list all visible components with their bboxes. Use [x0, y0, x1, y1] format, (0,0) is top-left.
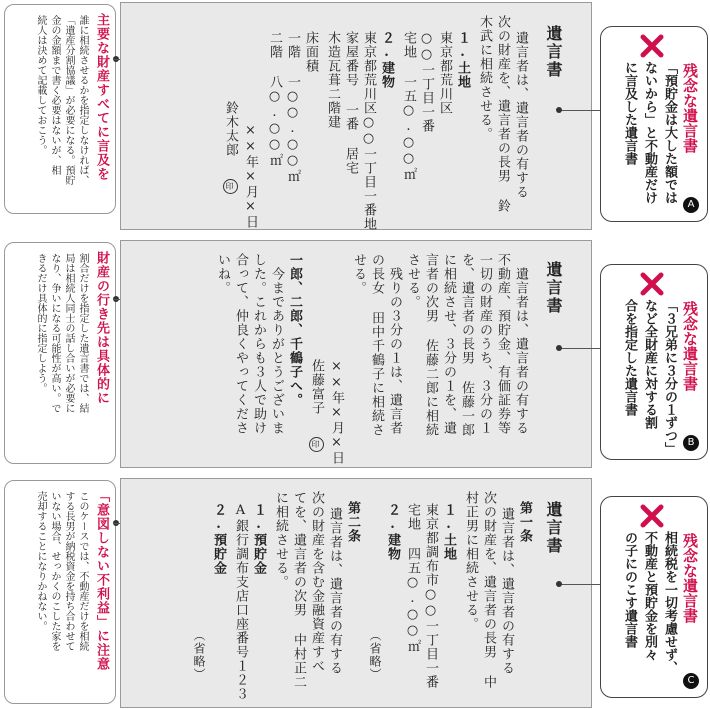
seal-stamp-icon: 印 — [223, 179, 238, 194]
will-b-line: 一切の財産のうち、３分の１ — [477, 253, 492, 435]
will-c-line: ２.預貯金 — [211, 503, 226, 575]
will-b-message: いね。 — [215, 253, 230, 295]
callout-a-heading: 残念な遺言書 — [681, 63, 699, 153]
will-document-c — [120, 478, 592, 708]
callout-a-badge — [683, 192, 699, 213]
will-c-line: 村正男に相続させる。 — [463, 491, 478, 631]
will-title-b: 遺言書 — [544, 261, 563, 315]
note-c-line-3: いない場合、せっかくのこした家を — [49, 491, 60, 651]
will-c-line: １.土地 — [441, 503, 456, 561]
will-document-a — [120, 2, 592, 230]
badge-b-icon: B — [683, 435, 699, 451]
callout-b-dot — [556, 345, 562, 351]
will-c-line: に相続させる。 — [273, 491, 288, 589]
will-b-signer-name: 佐藤富子 — [309, 359, 324, 415]
will-b-line: の長女 田中千鶴子に相続さ — [369, 253, 384, 437]
will-a-line: 一階 一○○.○○㎡ — [285, 31, 300, 183]
will-c-line: 次の財産を含む金融資産すべ — [309, 491, 324, 673]
will-a-line: 遺言者は、遺言者の有する — [513, 31, 528, 199]
callout-a-line-2: ないから」と不動産だけ — [642, 61, 657, 204]
note-b-line-2: 局は相続人同士の話し合いが必要に — [63, 253, 74, 413]
will-document-b — [120, 240, 592, 468]
will-a-line: １.土地 — [455, 31, 470, 89]
note-a-line-4: 続人は決めて記載しておこう。 — [35, 15, 46, 155]
panel-c — [0, 474, 710, 710]
will-c-line: 遺言者は、遺言者の有する — [327, 507, 342, 675]
will-a-line: 次の財産を、遺言者の長男 鈴 — [495, 15, 510, 213]
will-b-message: 今までありがとうございま — [269, 267, 284, 435]
callout-a-dot — [556, 107, 562, 113]
callout-a-line-3: に言及した遺言書 — [622, 61, 637, 165]
callout-b — [600, 264, 708, 460]
will-a-date: ××年×月×日 — [243, 123, 258, 229]
note-c-heading: 「意図しない不利益」に注意 — [94, 489, 109, 671]
will-a-line: 木造瓦葺二階建 — [325, 31, 340, 129]
will-b-message: した。これからも３人で助け — [251, 253, 266, 435]
will-a-line: 二階 八○.○○㎡ — [267, 31, 282, 167]
will-b-line: 不動産、預貯金、有価証券等 — [495, 253, 510, 435]
callout-c-line-2: 不動産と預貯金を別々 — [642, 531, 657, 661]
note-c — [4, 480, 116, 704]
seal-stamp-icon: 印 — [309, 437, 324, 452]
callout-a — [600, 26, 708, 222]
callout-c — [600, 496, 708, 698]
callout-b-badge — [683, 430, 699, 451]
callout-b-line-1: 「３兄弟に３分の１ずつ」 — [662, 299, 677, 455]
will-b-line: に相続させ、３分の１を、遺 — [441, 253, 456, 435]
callout-b-heading: 残念な遺言書 — [681, 301, 699, 391]
will-c-line: （省略） — [192, 629, 206, 681]
will-c-line: （省略） — [368, 629, 382, 681]
note-b-line-4: きるだけ具体的に指定しよう。 — [35, 253, 46, 393]
will-b-line: 残りの３分の１は、遺言者 — [387, 267, 402, 435]
will-c-line: 宅地 四五○.○○㎡ — [405, 503, 420, 653]
will-title-a: 遺言書 — [544, 25, 563, 79]
will-c-line: 第二条 — [345, 501, 360, 543]
will-c-line: 第一条 — [517, 501, 532, 543]
callout-a-line-1: 「預貯金は大した額では — [662, 61, 677, 204]
badge-a-icon: A — [683, 197, 699, 213]
will-c-line: A銀行調布支店口座番号１２３ — [233, 503, 248, 701]
badge-c-icon: C — [683, 673, 699, 689]
will-b-line: 言者の次男 佐藤二郎に相続 — [423, 253, 438, 437]
note-a-line-3: 金の金額まで書く必要はないが、相 — [49, 15, 60, 175]
callout-b-line-2: など全財産に対する割 — [642, 299, 657, 429]
note-a — [4, 4, 116, 214]
callout-c-line-3: の子にのこす遺言書 — [622, 531, 637, 648]
will-b-line: させる。 — [405, 253, 420, 309]
x-mark-icon — [639, 271, 665, 297]
callout-c-dot — [556, 581, 562, 587]
callout-c-badge — [683, 668, 699, 689]
will-a-line: ○○一丁目一番 — [419, 31, 434, 133]
will-b-date: ××年×月×日 — [329, 359, 344, 465]
note-c-line-2: する長男が納税資金を持ち合わせて — [63, 491, 74, 651]
will-a-line: 床面積 — [303, 31, 318, 73]
will-b-message: 合って、仲良くやってくださ — [233, 253, 248, 435]
callout-c-line-1: 相続税を一切考慮せず、 — [662, 531, 677, 674]
will-a-line: 木武に相続させる。 — [477, 15, 492, 141]
note-b — [4, 242, 116, 464]
panel-b — [0, 236, 710, 468]
will-b-message: 一郎、二郎、千鶴子へ。 — [287, 253, 302, 407]
will-a-line: 東京都荒川区○○一丁目一番地 — [361, 31, 376, 231]
will-b-signer — [308, 359, 325, 452]
note-b-heading: 財産の行き先は具体的に — [94, 251, 109, 405]
note-b-line-1: 割合だけを指定した遺言書では、結 — [77, 253, 88, 413]
will-a-line: 宅地 一五○.○○㎡ — [401, 31, 416, 181]
panel-a — [0, 0, 710, 232]
callout-b-line-3: 合を指定した遺言書 — [622, 299, 637, 416]
will-a-signer-name: 鈴木太郎 — [223, 101, 238, 157]
will-c-line: １.預貯金 — [251, 503, 266, 575]
will-c-line: 次の財産を、遺言者の長男 中 — [481, 491, 496, 689]
will-title-c: 遺言書 — [544, 501, 563, 555]
callout-c-heading: 残念な遺言書 — [681, 533, 699, 623]
x-mark-icon — [639, 33, 665, 59]
note-a-line-2: 「遺産分割協議」が必要になる。預貯 — [63, 15, 74, 185]
will-a-signer — [222, 101, 239, 194]
x-mark-icon — [639, 503, 665, 529]
callout-c-connector — [560, 584, 602, 585]
note-a-heading: 主要な財産すべてに言及を — [94, 13, 109, 181]
will-a-line: 東京都荒川区 — [437, 31, 452, 115]
will-a-line: ２.建物 — [379, 31, 394, 89]
will-b-line: せる。 — [351, 253, 366, 295]
will-c-line: ２.建物 — [385, 503, 400, 561]
note-a-line-1: 誰に相続させるかを指定しなければ、 — [77, 15, 88, 185]
callout-b-connector — [560, 348, 602, 349]
note-c-line-4: 売却することになりかねない。 — [35, 491, 46, 631]
will-c-line: てを、遺言者の次男 中村正二 — [291, 491, 306, 689]
will-c-line: 東京都調布市○○一丁目一番 — [423, 503, 438, 689]
will-b-line: を、遺言者の長男 佐藤一郎 — [459, 253, 474, 437]
will-a-line: 家屋番号 一番 居宅 — [343, 31, 358, 175]
will-c-line: 遺言者は、遺言者の有する — [499, 507, 514, 675]
will-b-line: 遺言者は、遺言者の有する — [513, 267, 528, 435]
note-c-line-1: このケースでは、不動産だけを相続 — [77, 491, 88, 651]
note-b-line-3: なり、争いになる可能性が高い。で — [49, 253, 60, 413]
callout-a-connector — [560, 110, 602, 111]
